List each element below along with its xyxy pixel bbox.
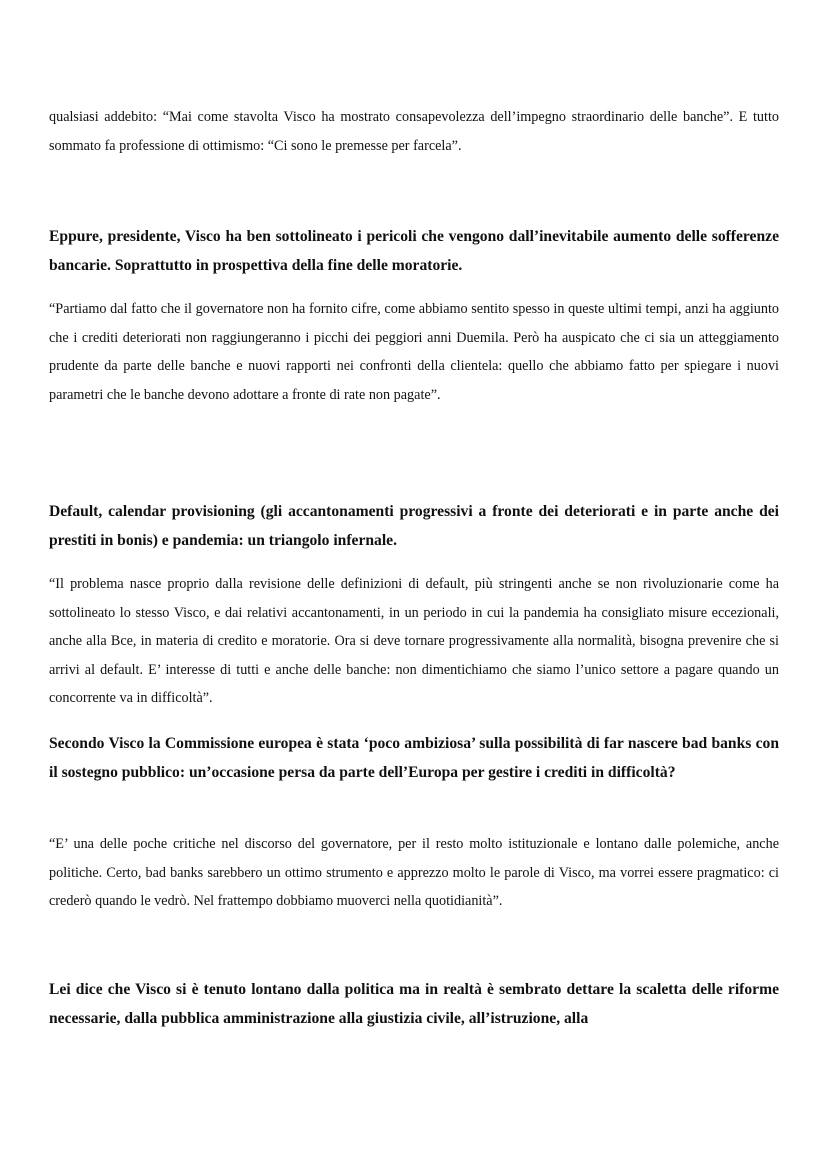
question-paragraph: Eppure, presidente, Visco ha ben sottolineato i pericoli che vengono dall’inevitabile aumento delle sofferenze bancarie. Soprattutto in prospettiva della fine delle moratorie. bbox=[49, 228, 779, 274]
answer-paragraph: “Partiamo dal fatto che il governatore non ha fornito cifre, come abbiamo sentito spesso in queste ultimi tempi, anzi ha aggiunto che i crediti deteriorati non raggiungeranno i picchi dei peggiori anni Duemila. Però ha auspicato che ci sia un atteggiamento prudente da parte delle banche e nuovi rapporti nei confronti della clientela: quello che abbiamo fatto per spiegare i nuovi parametri che le banche devono adottare a fronte di rate non pagate”. bbox=[49, 301, 779, 403]
answer-paragraph: qualsiasi addebito: “Mai come stavolta Visco ha mostrato consapevolezza dell’impegno straordinario delle banche”. E tutto sommato fa professione di ottimismo: “Ci sono le premesse per farcela”. bbox=[49, 109, 779, 154]
answer-paragraph: “E’ una delle poche critiche nel discorso del governatore, per il resto molto istituzionale e lontano dalle polemiche, anche politiche. Certo, bad banks sarebbero un ottimo strumento e apprezzo molto le parole di Visco, ma vorrei essere pragmatico: ci crederò quando le vedrò. Nel frattempo dobbiamo muoverci nella quotidianità”. bbox=[49, 836, 779, 909]
question-paragraph: Lei dice che Visco si è tenuto lontano dalla politica ma in realtà è sembrato dettare la scaletta delle riforme necessarie, dalla pubblica amministrazione alla giustizia civile, all’istruzione, alla bbox=[49, 981, 779, 1027]
question-paragraph: Secondo Visco la Commissione europea è stata ‘poco ambiziosa’ sulla possibilità di far nascere bad banks con il sostegno pubblico: un’occasione persa da parte dell’Europa per gestire i crediti in difficoltà? bbox=[49, 735, 779, 781]
answer-paragraph: “Il problema nasce proprio dalla revisione delle definizioni di default, più stringenti anche se non rivoluzionarie come ha sottolineato lo stesso Visco, e dai relativi accantonamenti, in un periodo in cui la pandemia ha consigliato misure eccezionali, anche alla Bce, in materia di credito e moratorie. Ora si deve tornare progressivamente alla normalità, bisogna prevenire che si arrivi al default. E’ interesse di tutti e anche delle banche: non dimentichiamo che siamo l’unico settore a pagare quando un concorrente va in difficoltà”. bbox=[49, 576, 779, 706]
question-paragraph: Default, calendar provisioning (gli accantonamenti progressivi a fronte dei deteriorati e in parte anche dei prestiti in bonis) e pandemia: un triangolo infernale. bbox=[49, 503, 779, 549]
